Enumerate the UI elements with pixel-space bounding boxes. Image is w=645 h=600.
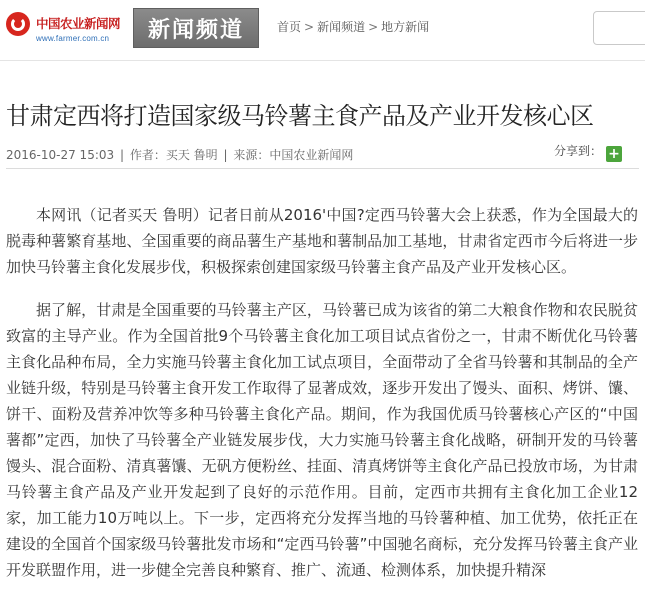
channel-title: 新闻频道: [147, 18, 244, 43]
share-label: 分享到：: [554, 144, 603, 158]
logo-name: 中国农业新闻网: [36, 16, 121, 31]
breadcrumb-local-news[interactable]: 地方新闻: [381, 20, 430, 34]
search-box[interactable]: [593, 11, 645, 45]
logo-mark-icon: [6, 12, 30, 36]
breadcrumb-separator: >: [368, 20, 379, 34]
channel-banner[interactable]: [133, 8, 259, 48]
header-divider: [0, 60, 645, 61]
site-logo[interactable]: [6, 8, 130, 48]
breadcrumb: [277, 18, 429, 35]
logo-url: www.farmer.com.cn: [36, 34, 110, 43]
meta-divider: [6, 168, 639, 169]
source-label: 来源：: [233, 148, 270, 162]
share-plus-icon[interactable]: +: [606, 146, 622, 162]
article-meta: 2016-10-27 15:03 | 作者：买天 鲁明 | 来源：中国农业新闻网: [6, 148, 354, 162]
source-name: 中国农业新闻网: [269, 148, 354, 162]
article-body: [6, 202, 638, 600]
breadcrumb-separator: >: [304, 20, 315, 34]
site-header: [0, 0, 645, 60]
publish-datetime: 2016-10-27 15:03: [6, 148, 115, 162]
article-paragraph: 据了解，甘肃是全国重要的马铃薯主产区，马铃薯已成为该省的第二大粮食作物和农民脱贫致富的主导产业。作为全国首批9个马铃薯主食化加工项目试点省份之一，甘肃不断优化马铃薯主食化品种布局，全力实施马铃薯主食化加工试点项目，全面带动了全省马铃薯和其制品的全产业链升级，特别是马铃薯主食开发工作取得了显著成效，逐步开发出了馒头、面积、烤饼、馕、饼干、面粉及营养冲饮等多种马铃薯主食化产品。期间，作为我国优质马铃薯核心产区的“中国薯都”定西，加快了马铃薯全产业链发展步伐，大力实施马铃薯主食化战略，研制开发的马铃薯馒头、混合面粉、清真薯馕、无矾方便粉丝、挂面、清真烤饼等主食化产品已投放市场，为甘肃马铃薯主食产品及产业开发起到了良好的示范作用。目前，定西市共拥有主食化加工企业12家，加工能力10万吨以上。下一步，定西将充分发挥当地的马铃薯种植、加工优势，依托正在建设的全国首个国家级马铃薯批发市场和“定西马铃薯”中国驰名商标，充分发挥马铃薯主食产业开发联盟作用，进一步健全完善良种繁育、推广、流通、检测体系，加快提升精深: [6, 301, 638, 579]
author-label: 作者：: [129, 148, 166, 162]
breadcrumb-home[interactable]: 首页: [277, 20, 302, 34]
article-paragraph: 本网讯（记者买天 鲁明）记者日前从2016'中国?定西马铃薯大会上获悉，作为全国最大的脱毒种薯繁育基地、全国重要的商品薯生产基地和薯制品加工基地，甘肃省定西市今后将进一步加快马铃薯主食化发展步伐，积极探索创建国家级马铃薯主食产品及产业开发核心区。: [6, 206, 638, 276]
author-name: 买天 鲁明: [165, 148, 218, 162]
breadcrumb-news-channel[interactable]: 新闻频道: [317, 20, 366, 34]
article-title: 甘肃定西将打造国家级马铃薯主食产品及产业开发核心区: [6, 102, 594, 130]
share-widget: [554, 142, 622, 162]
